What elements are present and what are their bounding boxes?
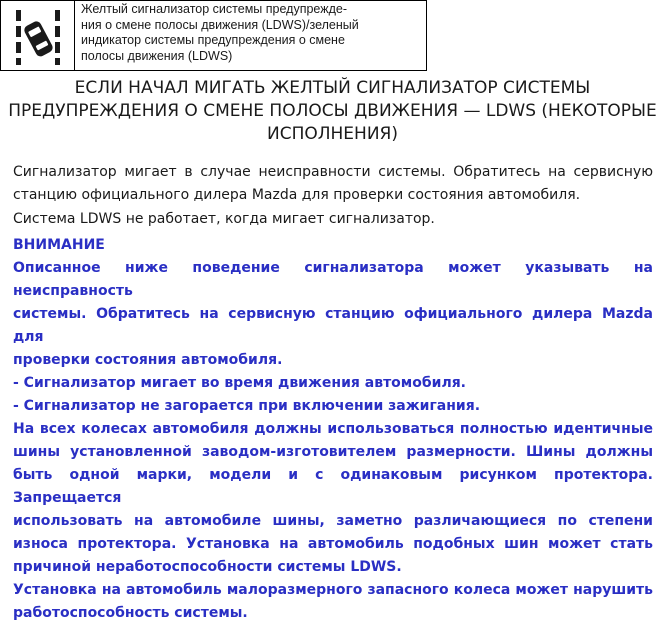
warning-line: Описанное ниже поведение сигнализатора может указывать на неисправность [13, 260, 653, 299]
section-title [4, 77, 661, 146]
warning-heading: ВНИМАНИЕ [13, 237, 105, 253]
indicator-description [75, 1, 426, 70]
indicator-description-line: ния о смене полосы движения (LDWS)/зеленый [81, 17, 359, 32]
warning-line: причиной неработоспособности системы LDWS. [13, 559, 402, 575]
section-title-line: ЕСЛИ НАЧАЛ МИГАТЬ ЖЕЛТЫЙ СИГНАЛИЗАТОР СИСТЕМЫ [74, 78, 591, 98]
paragraph-malfunction [13, 161, 653, 207]
indicator-table [0, 0, 427, 71]
warning-line: - Сигнализатор не загорается при включении зажигания. [13, 398, 481, 414]
paragraph-line: Сигнализатор мигает в случае неисправности системы. Обратитесь на сервисную [13, 164, 653, 180]
indicator-description-line: Желтый сигнализатор системы предупрежде- [81, 2, 347, 16]
warning-line: использовать на автомобиле шины, заметно различающиеся по степени [13, 513, 653, 529]
warning-block [13, 234, 653, 625]
section-title-line: ПРЕДУПРЕЖДЕНИЯ О СМЕНЕ ПОЛОСЫ ДВИЖЕНИЯ — LDWS (НЕКОТОРЫЕ [8, 101, 657, 121]
indicator-description-line: полосы движения (LDWS) [81, 48, 233, 63]
warning-line: работоспособность системы. [13, 605, 248, 621]
paragraph-line: Система LDWS не работает, когда мигает сигнализатор. [13, 211, 435, 227]
warning-line: На всех колесах автомобиля должны использоваться полностью идентичные [13, 421, 653, 437]
warning-line: - Сигнализатор мигает во время движения автомобиля. [13, 375, 467, 391]
warning-line: износа протектора. Установка на автомобиль подобных шин может стать [13, 536, 653, 552]
paragraph-line: станцию официального дилера Mazda для проверки состояния автомобиля. [13, 187, 581, 203]
indicator-icon-cell [1, 1, 75, 70]
paragraph-ldws-inactive [13, 208, 653, 231]
warning-line: Установка на автомобиль малоразмерного запасного колеса может нарушить [13, 582, 653, 598]
warning-line: системы. Обратитесь на сервисную станцию официального дилера Mazda для [13, 306, 653, 345]
lane-departure-warning-icon [10, 6, 66, 66]
indicator-description-line: индикатор системы предупреждения о смене [81, 33, 345, 47]
warning-line: проверки состояния автомобиля. [13, 352, 283, 368]
section-title-line: ИСПОЛНЕНИЯ) [266, 124, 398, 144]
warning-line: быть одной марки, модели и с одинаковым рисунком протектора. Запрещается [13, 467, 653, 506]
warning-line: шины установленной заводом-изготовителем размерности. Шины должны [13, 444, 653, 460]
